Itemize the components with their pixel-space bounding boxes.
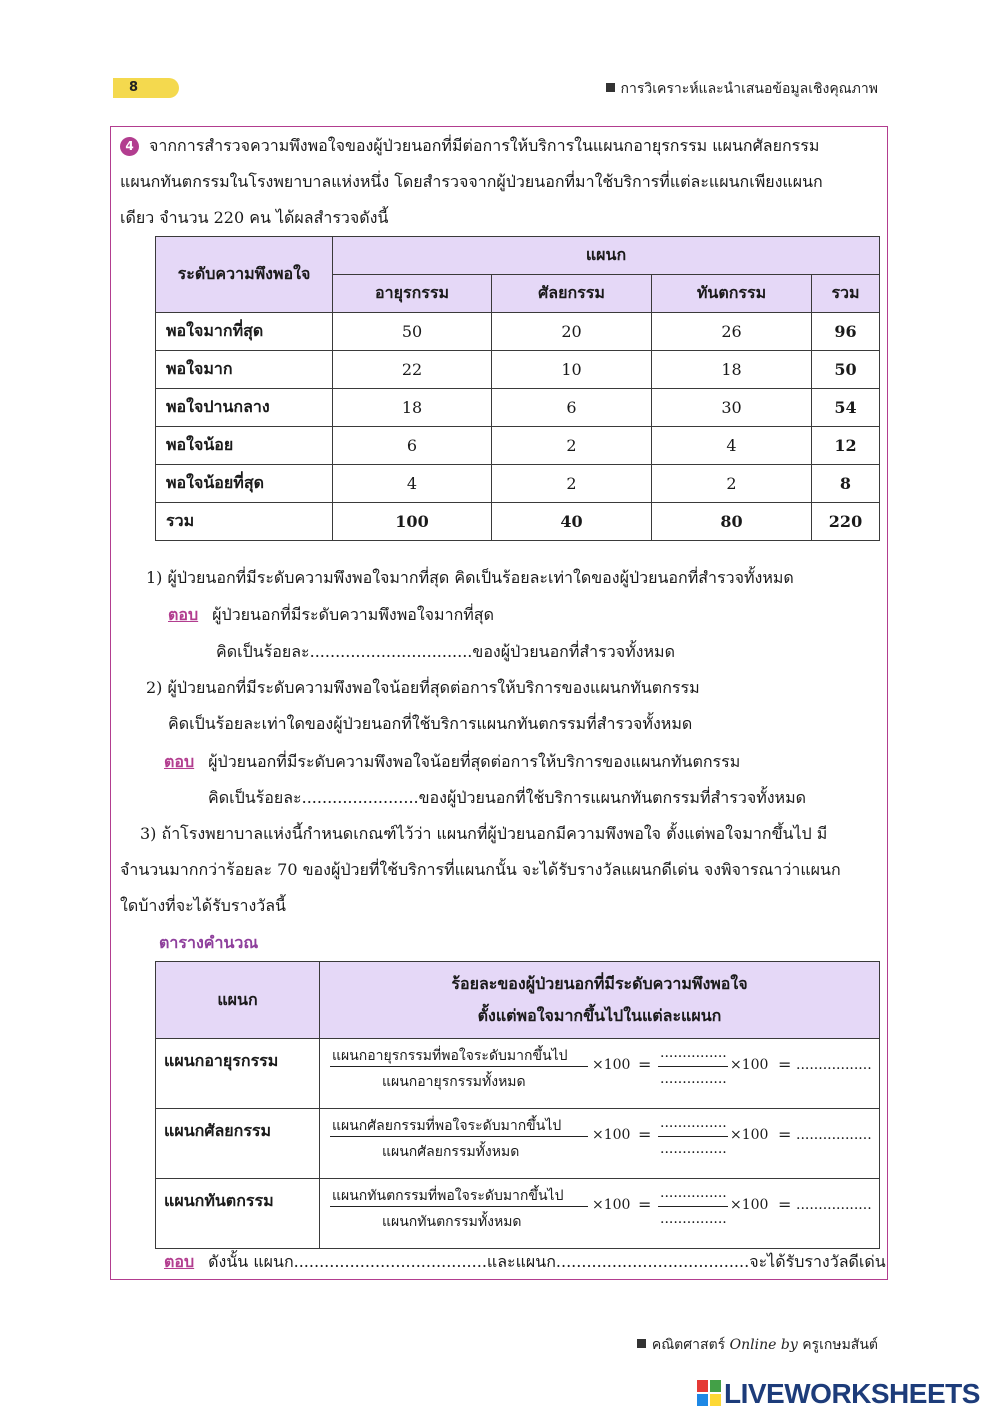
cell: 50: [333, 313, 492, 351]
cell: 26: [652, 313, 812, 351]
cell: 2: [492, 427, 652, 465]
fraction-bar: [658, 1206, 728, 1207]
row-label: แผนกอายุรกรรม: [156, 1039, 320, 1109]
cell: 6: [492, 389, 652, 427]
square-bullet-icon: [637, 1339, 646, 1348]
fraction-bar: [330, 1136, 588, 1137]
page-number: 8: [113, 78, 179, 98]
formula-numerator: แผนกทันตกรรมที่พอใจระดับมากขึ้นไป: [332, 1188, 564, 1204]
row-label: พอใจน้อย: [156, 427, 333, 465]
liveworksheets-logo-icon: [697, 1380, 721, 1406]
blank-numerator[interactable]: ...............: [660, 1115, 727, 1131]
fraction-bar: [658, 1066, 728, 1067]
liveworksheets-logo[interactable]: [697, 1378, 997, 1410]
cell: 22: [333, 351, 492, 389]
table-row: [156, 465, 880, 503]
row-label: พอใจมาก: [156, 351, 333, 389]
fraction-bar: [330, 1206, 588, 1207]
cell: 30: [652, 389, 812, 427]
cell-total: 40: [492, 503, 652, 541]
blank-result[interactable]: .................: [796, 1127, 872, 1143]
formula-denominator: แผนกทันตกรรมทั้งหมด: [382, 1214, 522, 1230]
col-total: รวม: [812, 275, 880, 313]
q1-answer-line1: [168, 605, 494, 625]
equals-sign: =: [638, 1055, 652, 1074]
blank-denominator[interactable]: ...............: [660, 1071, 727, 1087]
blank-numerator[interactable]: ...............: [660, 1045, 727, 1061]
q2-answer-line2[interactable]: คิดเป็นร้อยละ.......................ของผู้ป่วยนอกที่ใช้บริการแผนกทันตกรรมที่สำรวจทั้งหมด: [208, 788, 807, 807]
row-label: พอใจปานกลาง: [156, 389, 333, 427]
q2-answer-label: ตอบ: [164, 752, 195, 771]
formula-numerator: แผนกศัลยกรรมที่พอใจระดับมากขึ้นไป: [332, 1118, 562, 1134]
q2-question-line2: คิดเป็นร้อยละเท่าใดของผู้ป่วยนอกที่ใช้บริการแผนกทันตกรรมที่สำรวจทั้งหมด: [168, 714, 693, 733]
final-answer-text[interactable]: ดังนั้น แผนก......................................และแผนก......................................จะได้รับรางวัลดีเด่น: [208, 1252, 886, 1271]
credit-name: ครูเกษมสันต์: [802, 1337, 878, 1353]
cell: 6: [333, 427, 492, 465]
formula-numerator: แผนกอายุรกรรมที่พอใจระดับมากขึ้นไป: [332, 1048, 568, 1064]
table-row: [156, 1039, 880, 1109]
equals-sign: =: [638, 1195, 652, 1214]
header-dept: แผนก: [333, 237, 880, 275]
cell-total: 100: [333, 503, 492, 541]
times-100: ×100: [730, 1057, 769, 1073]
cell-total: 8: [812, 465, 880, 503]
credit-online: Online: [729, 1337, 777, 1353]
chapter-title-text: การวิเคราะห์และนำเสนอข้อมูลเชิงคุณภาพ: [620, 81, 878, 97]
header-percent-line1: ร้อยละของผู้ป่วยนอกที่มีระดับความพึงพอใจ: [451, 974, 748, 993]
calculation-table: [155, 961, 880, 1249]
blank-result[interactable]: .................: [796, 1057, 872, 1073]
blank-denominator[interactable]: ...............: [660, 1211, 727, 1227]
cell-total: 220: [812, 503, 880, 541]
cell: 4: [333, 465, 492, 503]
q1-answer-label: ตอบ: [168, 605, 199, 624]
blank-denominator[interactable]: ...............: [660, 1141, 727, 1157]
table-row: [156, 427, 880, 465]
times-100: ×100: [730, 1127, 769, 1143]
table-row: [156, 313, 880, 351]
fraction-bar: [658, 1136, 728, 1137]
calc-table-title: ตารางคำนวณ: [159, 933, 259, 952]
cell: 2: [652, 465, 812, 503]
q1-answer-line2[interactable]: คิดเป็นร้อยละ................................ของผู้ป่วยนอกที่สำรวจทั้งหมด: [216, 642, 675, 661]
table-row: [156, 351, 880, 389]
q3-line1: 3) ถ้าโรงพยาบาลแห่งนี้กำหนดเกณฑ์ไว้ว่า แผนกที่ผู้ป่วยนอกมีความพึงพอใจ ตั้งแต่พอใจมากขึ้นไป มี: [140, 824, 828, 843]
cell-total: 12: [812, 427, 880, 465]
col-dental: ทันตกรรม: [652, 275, 812, 313]
blank-result[interactable]: .................: [796, 1197, 872, 1213]
problem-intro-line2: แผนกทันตกรรมในโรงพยาบาลแห่งหนึ่ง โดยสำรวจจากผู้ป่วยนอกที่มาใช้บริการที่แต่ละแผนกเพียงแผนก: [120, 172, 823, 191]
row-label: พอใจมากที่สุด: [156, 313, 333, 351]
square-bullet-icon: [606, 83, 615, 92]
row-label: รวม: [156, 503, 333, 541]
final-answer: [164, 1252, 886, 1272]
row-label: แผนกทันตกรรม: [156, 1179, 320, 1249]
table-row: [156, 1179, 880, 1249]
problem-intro-line3: เดียว จำนวน 220 คน ได้ผลสำรวจดังนี้: [120, 208, 389, 227]
fraction-bar: [330, 1066, 588, 1067]
q3-line3: ใดบ้างที่จะได้รับรางวัลนี้: [120, 896, 286, 915]
formula-denominator: แผนกศัลยกรรมทั้งหมด: [382, 1144, 520, 1160]
q2-answer-line1: [164, 752, 740, 772]
final-answer-label: ตอบ: [164, 1252, 195, 1271]
formula-cell: [320, 1109, 880, 1179]
cell: 18: [333, 389, 492, 427]
q2-question-line1: 2) ผู้ป่วยนอกที่มีระดับความพึงพอใจน้อยที่สุดต่อการให้บริการของแผนกทันตกรรม: [146, 678, 700, 697]
times-100: ×100: [592, 1127, 631, 1143]
formula-denominator: แผนกอายุรกรรมทั้งหมด: [382, 1074, 526, 1090]
q2-answer-text: ผู้ป่วยนอกที่มีระดับความพึงพอใจน้อยที่สุดต่อการให้บริการของแผนกทันตกรรม: [208, 752, 741, 771]
q1-answer-text: ผู้ป่วยนอกที่มีระดับความพึงพอใจมากที่สุด: [212, 605, 494, 624]
logo-text: LIVEWORKSHEETS: [724, 1378, 980, 1409]
times-100: ×100: [592, 1197, 631, 1213]
cell: 4: [652, 427, 812, 465]
chapter-title: [606, 78, 878, 100]
credit-prefix: คณิตศาสตร์: [651, 1337, 726, 1353]
equals-sign: =: [778, 1125, 792, 1144]
table-row: [156, 389, 880, 427]
cell-total: 50: [812, 351, 880, 389]
blank-numerator[interactable]: ...............: [660, 1185, 727, 1201]
intro-line1-text: จากการสำรวจความพึงพอใจของผู้ป่วยนอกที่มีต่อการให้บริการในแผนกอายุรกรรม แผนกศัลยกรรม: [149, 136, 820, 155]
problem-intro-line1: [120, 136, 819, 156]
footer-credit: [637, 1334, 878, 1356]
table-row: [156, 1109, 880, 1179]
table-row-total: [156, 503, 880, 541]
credit-by: by: [780, 1337, 798, 1353]
equals-sign: =: [638, 1125, 652, 1144]
header-percent-line2: ตั้งแต่พอใจมากขึ้นไปในแต่ละแผนก: [477, 1006, 722, 1025]
satisfaction-table: [155, 236, 880, 541]
times-100: ×100: [592, 1057, 631, 1073]
cell-total: 80: [652, 503, 812, 541]
cell: 10: [492, 351, 652, 389]
cell-total: 96: [812, 313, 880, 351]
formula-cell: [320, 1039, 880, 1109]
header-level: ระดับความพึงพอใจ: [156, 237, 333, 313]
cell: 2: [492, 465, 652, 503]
times-100: ×100: [730, 1197, 769, 1213]
equals-sign: =: [778, 1195, 792, 1214]
q3-line2: จำนวนมากกว่าร้อยละ 70 ของผู้ป่วยที่ใช้บริการที่แผนกนั้น จะได้รับรางวัลแผนกดีเด่น จงพิจารณาว่าแผนก: [120, 860, 841, 879]
col-internal: อายุรกรรม: [333, 275, 492, 313]
formula-cell: [320, 1179, 880, 1249]
row-label: พอใจน้อยที่สุด: [156, 465, 333, 503]
cell: 18: [652, 351, 812, 389]
q1-question: 1) ผู้ป่วยนอกที่มีระดับความพึงพอใจมากที่สุด คิดเป็นร้อยละเท่าใดของผู้ป่วยนอกที่สำรวจทั้งหมด: [146, 568, 794, 587]
problem-number-icon: 4: [120, 137, 139, 156]
col-surgery: ศัลยกรรม: [492, 275, 652, 313]
cell: 20: [492, 313, 652, 351]
equals-sign: =: [778, 1055, 792, 1074]
header-dept: แผนก: [156, 962, 320, 1039]
row-label: แผนกศัลยกรรม: [156, 1109, 320, 1179]
header-percent: [320, 962, 880, 1039]
cell-total: 54: [812, 389, 880, 427]
